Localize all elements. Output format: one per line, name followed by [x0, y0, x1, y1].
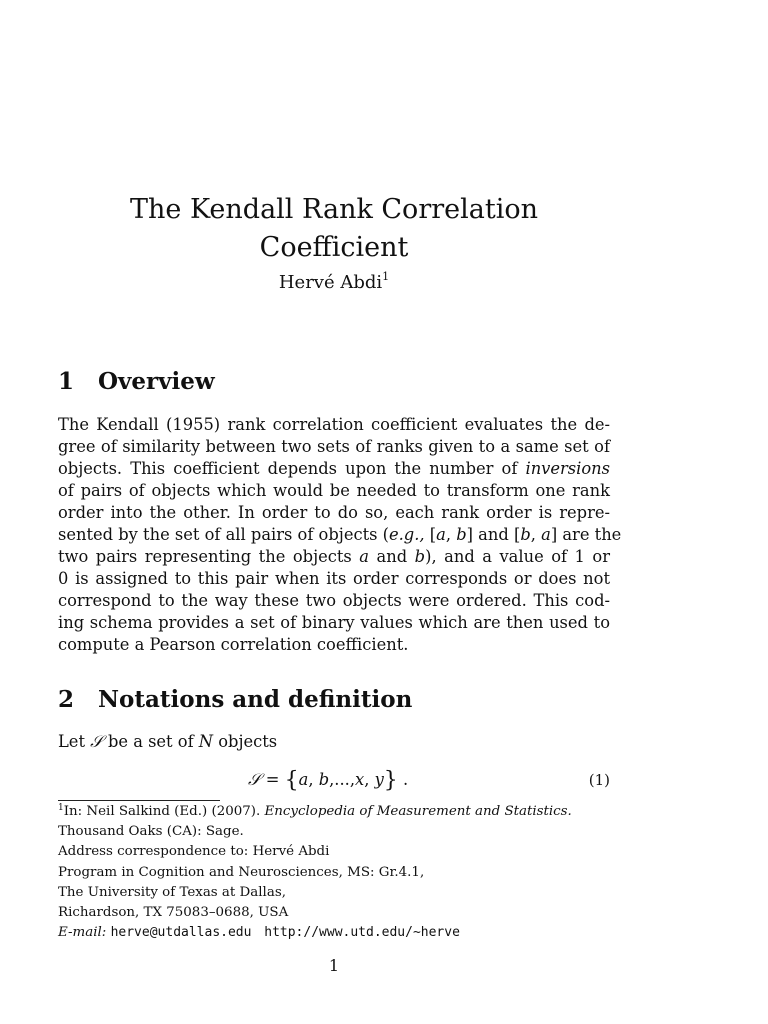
footnote-line: Richardson, TX 75083–0688, USA: [58, 905, 289, 921]
paragraph-line: correspond to the way these two objects were ordered. This cod-: [58, 591, 610, 610]
notation-sentence: [58, 731, 277, 753]
section-heading-overview: [58, 367, 215, 397]
equation-expression: [248, 767, 408, 794]
paragraph-line: compute a Pearson correlation coefficient.: [58, 635, 409, 654]
math-var: a: [298, 770, 309, 789]
text-run: ,: [445, 525, 457, 544]
math-var: a: [359, 547, 370, 566]
text-run: In: Neil Salkind (Ed.) (2007).: [63, 804, 265, 819]
overview-paragraph: [58, 414, 622, 656]
section-number: 1: [58, 368, 75, 395]
math-var: b: [520, 525, 531, 544]
email-label: E-mail:: [58, 925, 107, 941]
math-var: y: [374, 770, 384, 789]
math-var: b: [318, 770, 330, 789]
paragraph-line: 0 is assigned to this pair when its order corresponds or does not: [58, 569, 610, 588]
footnote-line: Address correspondence to: Hervé Abdi: [58, 844, 330, 860]
paragraph-line: The Kendall (1955) rank correlation coefficient evaluates the de-: [58, 415, 610, 434]
text-run: ] are the: [550, 525, 622, 544]
paragraph-line: order into the other. In order to do so, each rank order is repre-: [58, 503, 610, 522]
text-run: objects: [213, 732, 278, 751]
website-link[interactable]: http://www.utd.edu/~herve: [264, 925, 460, 941]
footnote-mark: 1: [58, 803, 64, 813]
text-run: objects. This coefficient depends upon the number of: [58, 459, 526, 478]
paragraph-line: ing schema provides a set of binary values which are then used to: [58, 613, 610, 632]
section-number: 2: [58, 686, 75, 713]
footnote-divider: [58, 800, 220, 801]
author-footnote-mark: 1: [382, 270, 390, 283]
paragraph-line: [58, 524, 622, 546]
math-var: x: [355, 770, 365, 789]
footnote-line: Program in Cognition and Neurosciences, MS: Gr.4.1,: [58, 864, 425, 880]
open-brace: {: [284, 768, 299, 793]
text-run: and: [369, 547, 415, 566]
author: [60, 270, 608, 296]
page-number: 1: [328, 956, 340, 975]
text-run: ,: [308, 770, 319, 789]
author-name: Hervé Abdi: [278, 272, 383, 293]
book-title: Encyclopedia of Measurement and Statistics.: [264, 804, 572, 819]
footnote-line: [58, 802, 610, 822]
math-var: N: [198, 732, 214, 751]
math-var: b: [414, 547, 426, 566]
set-symbol: 𝒮: [248, 770, 261, 789]
text-run: be a set of: [102, 732, 199, 751]
section-heading-notations: [58, 685, 412, 715]
math-var: a: [541, 525, 551, 544]
paper-title: [60, 191, 608, 267]
text-run: .: [397, 770, 409, 789]
math-var: a: [436, 525, 446, 544]
emphasis-inversions: inversions: [525, 459, 610, 478]
footnote-line: Thousand Oaks (CA): Sage.: [58, 824, 244, 840]
text-run: [: [424, 525, 437, 544]
text-run: ), and a value of 1 or: [425, 547, 611, 566]
text-run: ,...,: [329, 770, 356, 789]
text-run: ,: [364, 770, 375, 789]
set-symbol: 𝒮: [90, 732, 103, 751]
email-link[interactable]: herve@utdallas.edu: [110, 925, 252, 941]
paragraph-line: gree of similarity between two sets of ranks given to a same set of: [58, 437, 610, 456]
math-var: b: [456, 525, 467, 544]
section-title: Notations and definition: [98, 686, 413, 713]
footnote: [58, 802, 610, 943]
footnote-line: The University of Texas at Dallas,: [58, 884, 286, 900]
title-line-1: The Kendall Rank Correlation: [130, 194, 538, 226]
text-run: ,: [530, 525, 542, 544]
equation-number: (1): [588, 771, 610, 789]
text-run: ] and [: [466, 525, 521, 544]
paragraph-line: [58, 458, 610, 480]
title-line-2: Coefficient: [259, 232, 409, 264]
section-title: Overview: [98, 368, 215, 395]
text-run: =: [260, 770, 285, 789]
paragraph-line: [58, 546, 610, 568]
text-run: two pairs representing the objects: [58, 547, 360, 566]
emphasis-eg: e.g.,: [389, 525, 425, 544]
text-run: Let: [58, 732, 91, 751]
footnote-line: [58, 923, 610, 943]
text-run: sented by the set of all pairs of objects (: [58, 525, 389, 544]
close-brace: }: [383, 768, 398, 793]
paragraph-line: of pairs of objects which would be needed to transform one rank: [58, 481, 610, 500]
